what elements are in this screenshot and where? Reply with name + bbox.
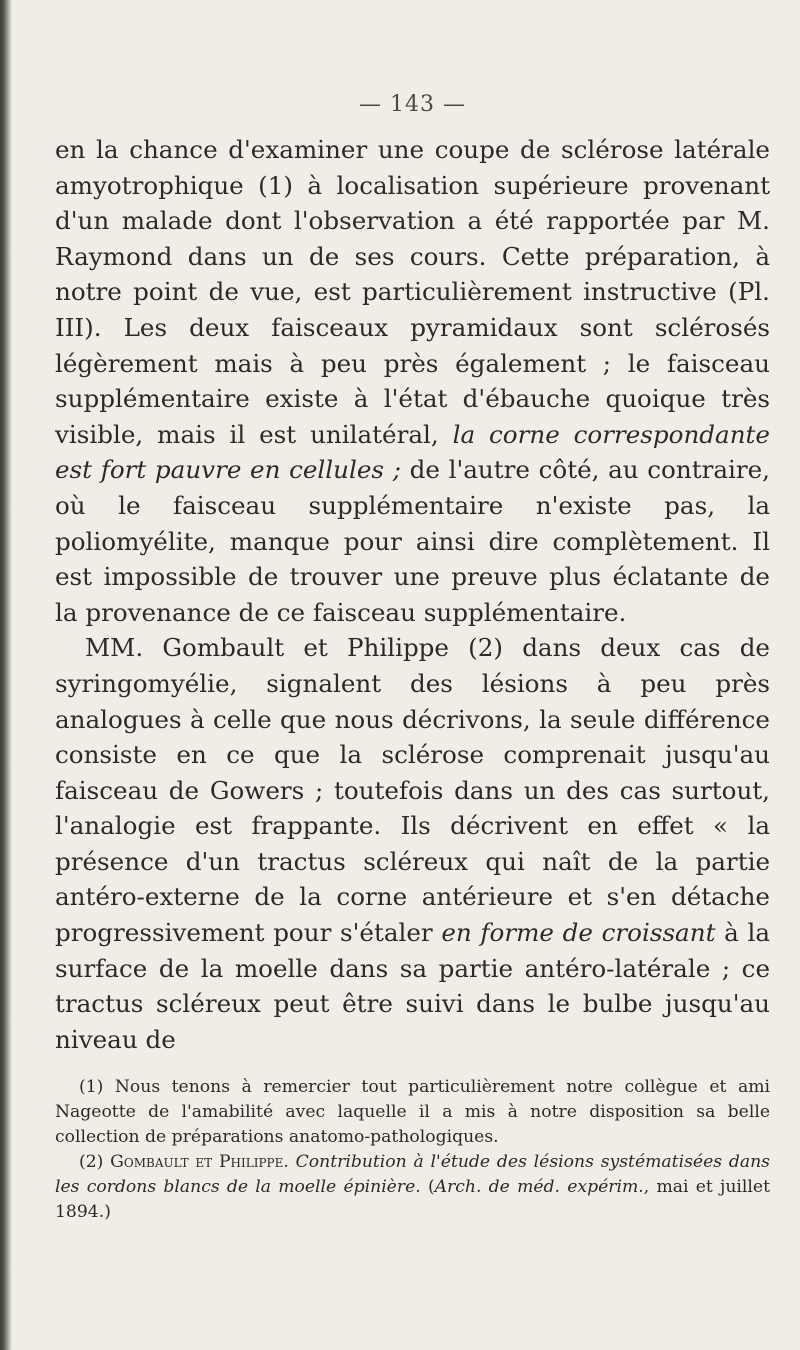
paragraph-1-text-a: en la chance d'examiner une coupe de sclérose latérale amyotrophique (1) à localisation supérieure provenant d'un malade dont l'observation a été rapportée par M. Raymond dans un de ses cours. Cette préparation, à notre point de vue, est particulièrement instructive (Pl. III). Les deux faisceaux pyramidaux sont sclérosés légèrement mais à peu près également ; le faisceau supplémentaire existe à l'état d'ébauche quoique très visible, mais il est unilatéral,: [55, 135, 770, 449]
page-number: — 143 —: [359, 92, 466, 117]
paragraph-1: [55, 132, 770, 630]
footnote-2-space: [289, 1152, 296, 1172]
footnote-2: [55, 1150, 770, 1225]
footnotes: [55, 1075, 770, 1225]
paragraph-1-italic: la corne correspondante est fort pauvre en cellules ;: [55, 419, 770, 485]
paragraph-2-text-b: à la surface de la moelle dans sa partie antéro-latérale ; ce tractus scléreux peut être suivi dans le bulbe jusqu'au niveau de: [55, 918, 770, 1054]
paragraph-2-italic: en forme de croissant: [441, 918, 716, 948]
page-binding-edge: [0, 0, 12, 1350]
footnote-2-ref-close: , mai et juillet 1894.): [55, 1177, 770, 1223]
footnote-2-ref-open: (: [420, 1177, 435, 1198]
footnote-2-marker: (2): [79, 1152, 111, 1173]
footnote-2-authors: Gombault et Philippe.: [110, 1152, 289, 1173]
footnote-2-title: Contribution à l'étude des lésions systématisées dans les cordons blancs de la moelle épinière.: [55, 1152, 771, 1198]
paragraph-1-text-b: de l'autre côté, au contraire, où le faisceau supplémentaire n'existe pas, la poliomyélite, manque pour ainsi dire complètement. Il est impossible de trouver une preuve plus éclatante de la provenance de ce faisceau supplémentaire.: [55, 455, 770, 627]
footnote-1: (1) Nous tenons à remercier tout particulièrement notre collègue et ami Nageotte de l'amabilité avec laquelle il a mis à notre disposition sa belle collection de préparations anatomo-pathologiques.: [55, 1077, 770, 1148]
paragraph-2-text-a: MM. Gombault et Philippe (2) dans deux cas de syringomyélie, signalent des lésions à peu près analogues à celle que nous décrivons, la seule différence consiste en ce que la sclérose comprenait jusqu'au faisceau de Gowers ; toutefois dans un des cas surtout, l'analogie est frappante. Ils décrivent en effet « la présence d'un tractus scléreux qui naît de la partie antéro-externe de la corne antérieure et s'en détache progressivement pour s'étaler: [55, 633, 770, 948]
book-page: [55, 92, 770, 1225]
body-text: [55, 132, 770, 1057]
footnote-2-journal: Arch. de méd. expérim.: [434, 1177, 644, 1198]
paragraph-2: [55, 630, 770, 1057]
